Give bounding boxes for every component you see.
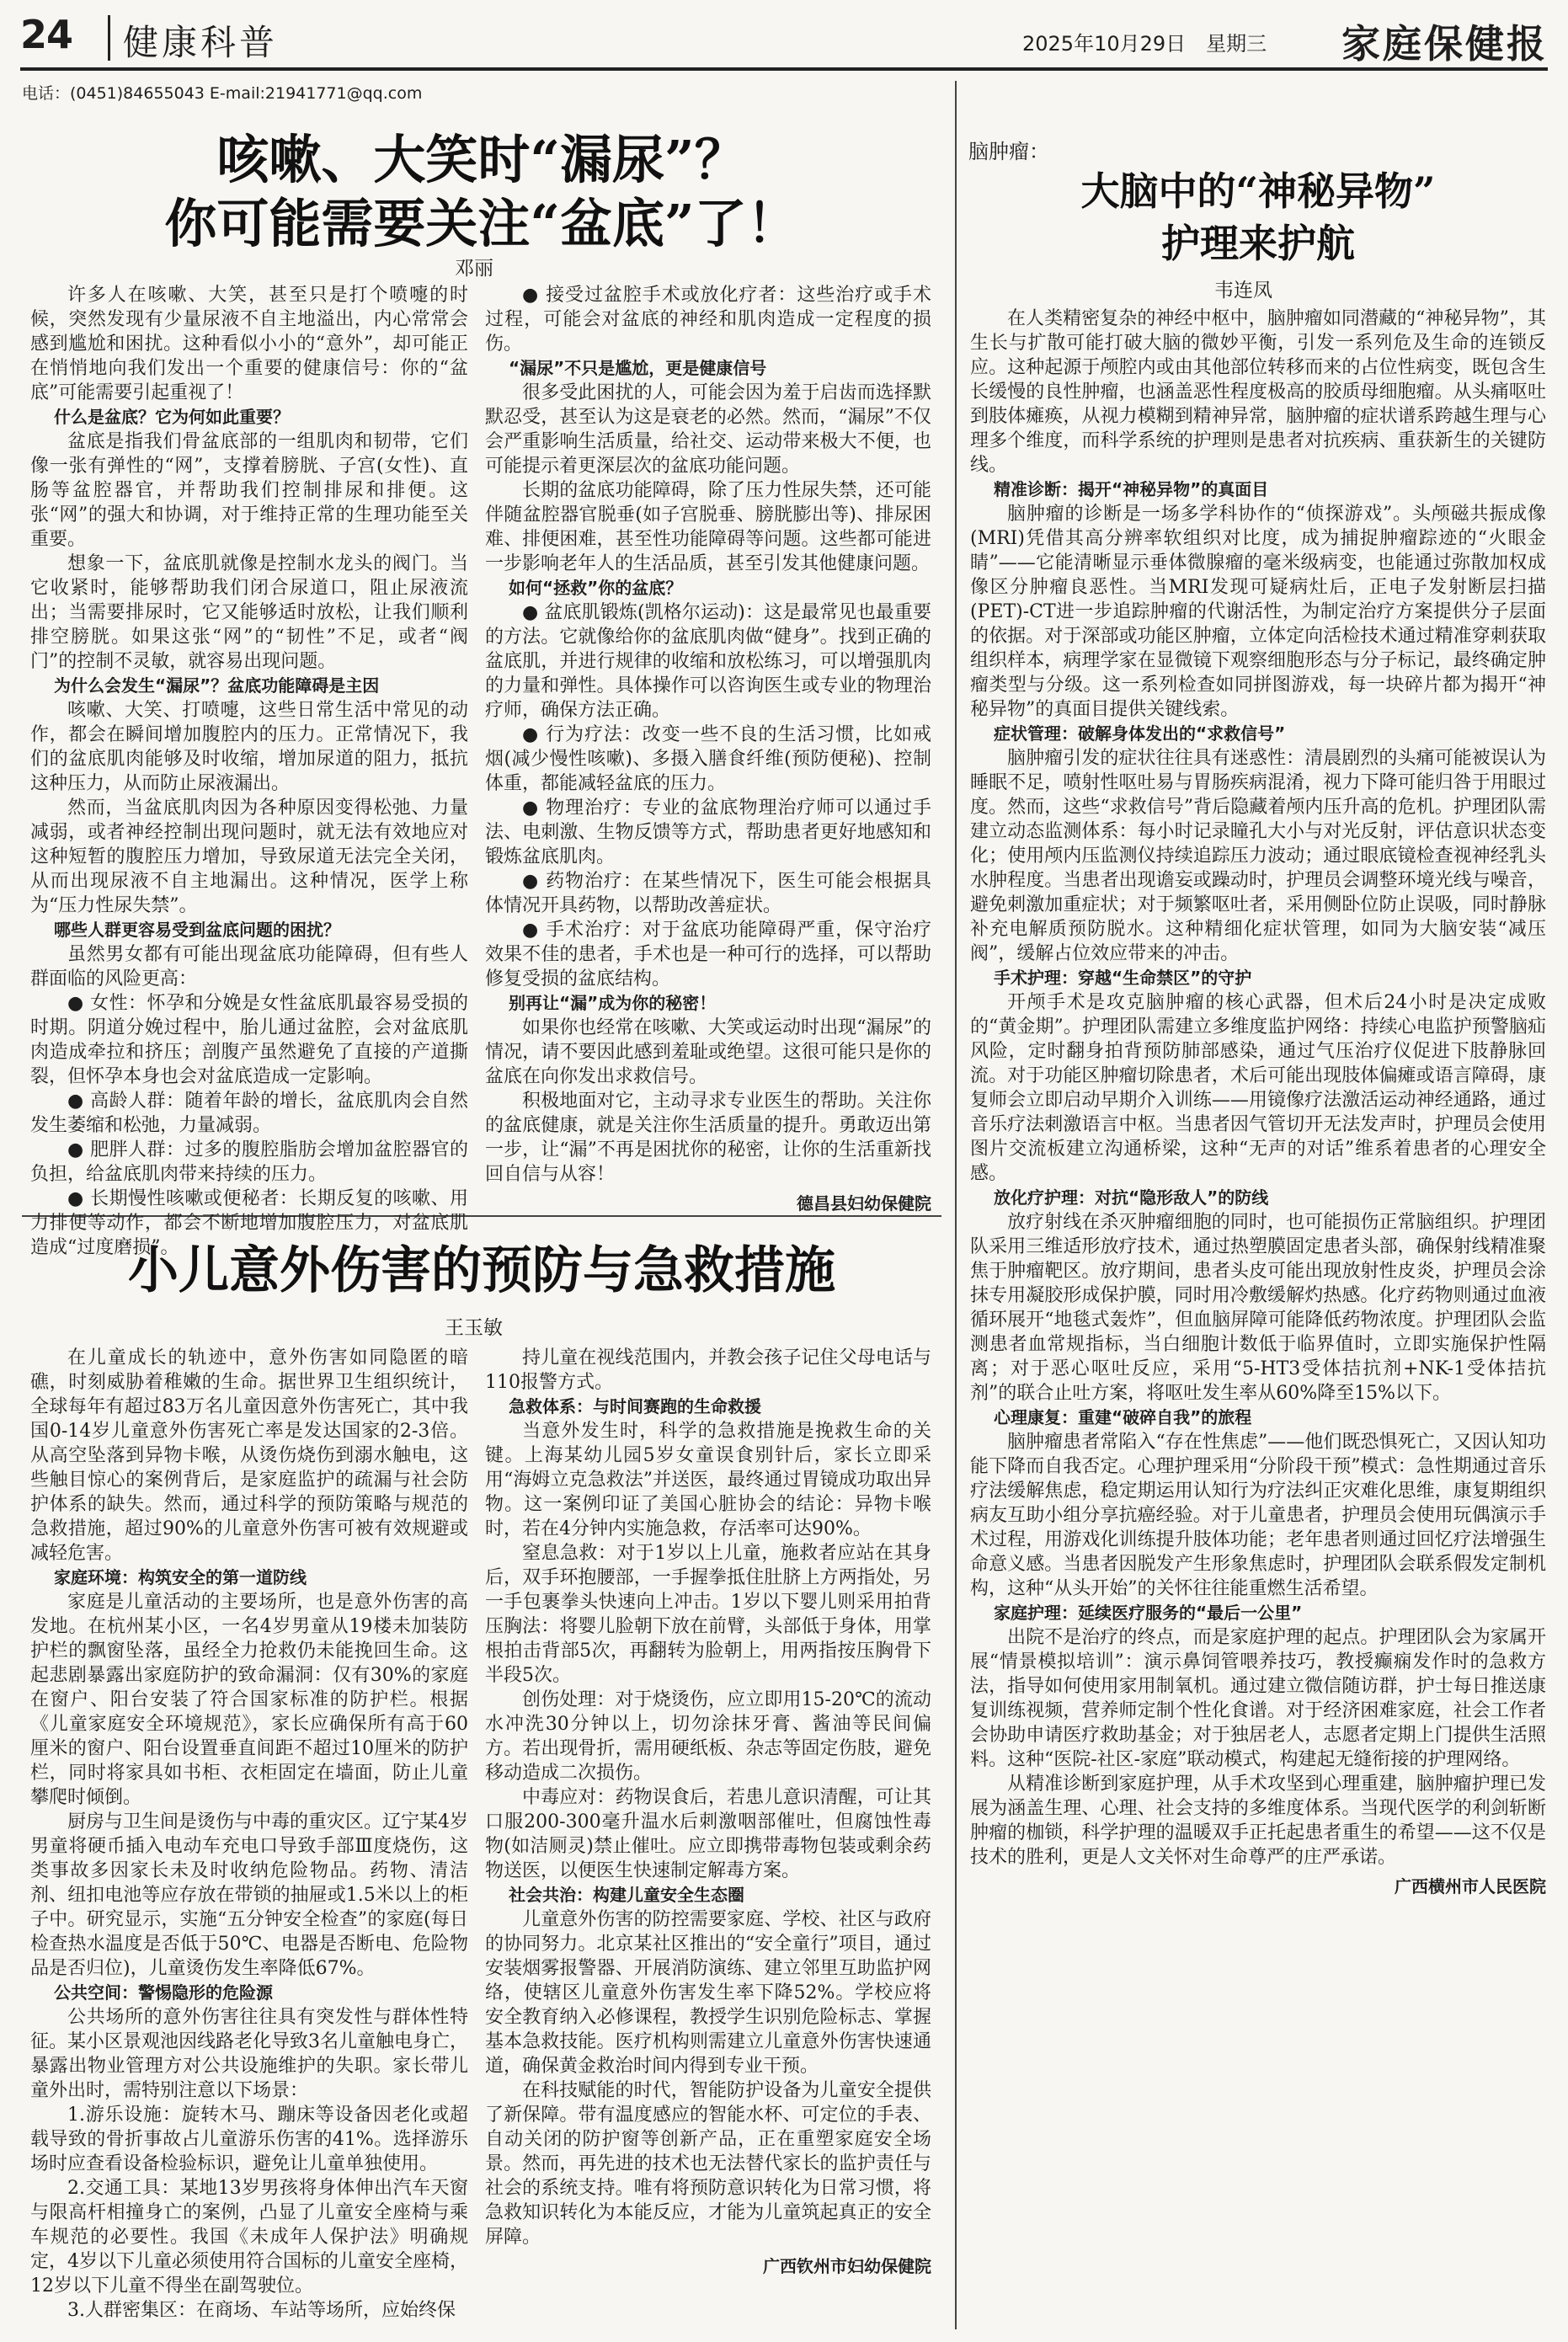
issue-date: 2025年10月29日 星期三 — [1022, 32, 1267, 56]
page-number: 24 — [20, 12, 73, 57]
paragraph: 儿童意外伤害的防控需要家庭、学校、社区与政府的协同努力。北京某社区推出的“安全童行”项目，通过安装烟雾报警器、开展消防演练、建立邻里互助监护网络，使辖区儿童意外伤害发生率下降52%。学校应将安全教育纳入必修课程，教授学生识别危险标志、掌握基本急救技能。医疗机构则需建立儿童意外伤害快速通道，确保黄金救治时间内得到专业干预。 — [485, 1909, 931, 2077]
article2-author: 王玉敏 — [445, 1317, 503, 1339]
paragraph: 家庭是儿童活动的主要场所，也是意外伤害的高发地。在杭州某小区，一名4岁男童从19楼未加装防护栏的飘窗坠落，虽经全力抢救仍未能挽回生命。这起悲剧暴露出家庭防护的致命漏洞：仅有30%的家庭在窗户、阳台安装了符合国家标准的防护栏。根据《儿童家庭安全环境规范》，家长应确保所有高于60厘米的窗户、阳台设置垂直间距不超过10厘米的防护栏，同时将家具如书柜、衣柜固定在墙面，防止儿童攀爬时倾倒。 — [30, 1592, 468, 1808]
subheading: 别再让“漏”成为你的秘密！ — [509, 993, 717, 1013]
article1-author: 邓丽 — [455, 258, 493, 280]
paragraph: 当意外发生时，科学的急救措施是挽救生命的关键。上海某幼儿园5岁女童误食别针后，家长立即采用“海姆立克急救法”并送医，最终通过胃镜成功取出异物。这一案例印证了美国心脏协会的结论：异物卡喉时，若在4分钟内实施急救，存活率可达90%。 — [485, 1421, 931, 1539]
article1-title-line1: 咳嗽、大笑时“漏尿”？ — [216, 129, 747, 190]
paragraph: 2.交通工具：某地13岁男孩将身体伸出汽车天窗与限高杆相撞身亡的案例，凸显了儿童安全座椅与乘车规范的必要性。我国《未成年人保护法》明确规定，4岁以下儿童必须使用符合国标的儿童安全座椅，12岁以下儿童不得坐在副驾驶位。 — [30, 2178, 468, 2297]
subheading: 家庭环境：构筑安全的第一道防线 — [54, 1567, 307, 1587]
paragraph: ● 高龄人群：随着年龄的增长，盆底肌肉会自然发生萎缩和松弛，力量减弱。 — [30, 1091, 468, 1136]
source-credit: 广西横州市人民医院 — [1395, 1876, 1546, 1897]
paragraph: ● 女性：怀孕和分娩是女性盆底肌最容易受损的时期。阴道分娩过程中，胎儿通过盆腔，会对盆底肌肉造成牵拉和挤压；剖腹产虽然避免了直接的产道撕裂，但怀孕本身也会对盆底造成一定影响。 — [30, 993, 468, 1087]
paragraph: 创伤处理：对于烧烫伤，应立即用15-20℃的流动水冲洗30分钟以上，切勿涂抹牙膏、酱油等民间偏方。若出现骨折，需用硬纸板、杂志等固定伤肢，避免移动造成二次损伤。 — [485, 1689, 931, 1784]
subheading: 放化疗护理：对抗“隐形敌人”的防线 — [994, 1187, 1269, 1208]
paragraph: ● 手术治疗：对于盆底功能障碍严重，保守治疗效果不佳的患者，手术也是一种可行的选择，可以帮助修复受损的盆底结构。 — [485, 920, 931, 990]
paragraph: 在儿童成长的轨迹中，意外伤害如同隐匿的暗礁，时刻威胁着稚嫩的生命。据世界卫生组织统计，全球每年有超过83万名儿童因意外伤害死亡，其中我国0-14岁儿童意外伤害死亡率是发达国家的2-3倍。从高空坠落到异物卡喉，从烫伤烧伤到溺水触电，这些触目惊心的案例背后，是家庭监护的疏漏与社会防护体系的缺失。然而，通过科学的预防策略与规范的急救措施，超过90%的儿童意外伤害可被有效规避或减轻危害。 — [30, 1347, 468, 1564]
paragraph: 想象一下，盆底肌就像是控制水龙头的阀门。当它收紧时，能够帮助我们闭合尿道口，阻止尿液流出；当需要排尿时，它又能够适时放松，让我们顺利排空膀胱。如果这张“网”的“韧性”不足，或者“阀门”的控制不灵敏，就容易出现问题。 — [30, 553, 468, 672]
paragraph: 出院不是治疗的终点，而是家庭护理的起点。护理团队会为家属开展“情景模拟培训”：演示鼻饲管喂养技巧，教授癫痫发作时的急救方法，指导如何使用家用制氧机。通过建立微信随访群，护士每日推送康复训练视频，营养师定制个性化食谱。对于经济困难家庭，社会工作者会协助申请医疗救助基金；对于独居老人，志愿者定期上门提供生活照料。这种“医院-社区-家庭”联动模式，构建起无缝衔接的护理网络。 — [970, 1627, 1546, 1770]
subheading: 心理康复：重建“破碎自我”的旅程 — [994, 1407, 1252, 1427]
paragraph: 然而，当盆底肌肉因为各种原因变得松弛、力量减弱，或者神经控制出现问题时，就无法有效地应对这种短暂的腹腔压力增加，导致尿道无法完全关闭，从而出现尿液不自主地漏出。这种情况，医学上称为“压力性尿失禁”。 — [30, 798, 468, 916]
subheading: 哪些人群更容易受到盆底问题的困扰？ — [54, 920, 340, 940]
source-credit: 德昌县妇幼保健院 — [797, 1193, 931, 1214]
paragraph: 持儿童在视线范围内，并教会孩子记住父母电话与110报警方式。 — [485, 1347, 931, 1393]
contact-info: 电话：(0451)84655043 E-mail:21941771@qq.com — [22, 84, 423, 103]
paragraph: 3.人群密集区：在商场、车站等场所，应始终保 — [67, 2300, 456, 2321]
subheading: 手术护理：穿越“生命禁区”的守护 — [994, 968, 1252, 988]
paragraph: 许多人在咳嗽、大笑，甚至只是打个喷嚏的时候，突然发现有少量尿液不自主地溢出，内心常常会感到尴尬和困扰。这种看似小小的“意外”，却可能正在悄悄地向我们发出一个重要的健康信号：你的“盆底”可能需要引起重视了！ — [30, 285, 468, 403]
paragraph: 开颅手术是攻克脑肿瘤的核心武器，但术后24小时是决定成败的“黄金期”。护理团队需建立多维度监护网络：持续心电监护预警脑疝风险，定时翻身拍背预防肺部感染，通过气压治疗仪促进下肢静脉回流。对于功能区肿瘤切除患者，术后可能出现肢体偏瘫或语言障碍，康复师会立即启动早期介入训练——用镜像疗法激活运动神经通路，通过音乐疗法刺激语言中枢。当患者因气管切开无法发声时，护理员会使用图片交流板建立沟通桥梁，这种“无声的对话”维系着患者的心理安全感。 — [970, 992, 1546, 1184]
article3-title-line1: 大脑中的“神秘异物” — [1080, 168, 1436, 214]
subheading: 如何“拯救”你的盆底？ — [509, 578, 683, 598]
paragraph: 长期的盆底功能障碍，除了压力性尿失禁，还可能伴随盆腔器官脱垂(如子宫脱垂、膀胱膨出等)、排尿困难、排便困难，甚至性功能障碍等问题。这些都可能进一步影响老年人的生活品质，甚至引发其他健康问题。 — [485, 480, 931, 574]
paragraph: ● 长期慢性咳嗽或便秘者：长期反复的咳嗽、用力排便等动作，都会不断地增加腹腔压力，对盆底肌造成“过度磨损”。 — [30, 1188, 468, 1258]
article3-kicker: 脑肿瘤： — [968, 140, 1049, 163]
subheading: “漏尿”不只是尴尬，更是健康信号 — [509, 358, 767, 378]
paragraph: 很多受此困扰的人，可能会因为羞于启齿而选择默默忍受，甚至认为这是衰老的必然。然而，“漏尿”不仅会严重影响生活质量，给社交、运动带来极大不便，也可能提示着更深层次的盆底功能问题。 — [485, 382, 931, 477]
article3-title — [968, 165, 1548, 269]
paragraph: ● 行为疗法：改变一些不良的生活习惯，比如戒烟(减少慢性咳嗽)、多摄入膳食纤维(预防便秘)、控制体重，都能减轻盆底的压力。 — [485, 724, 931, 794]
paragraph: ● 物理治疗：专业的盆底物理治疗师可以通过手法、电刺激、生物反馈等方式，帮助患者更好地感知和锻炼盆底肌肉。 — [485, 798, 931, 867]
paragraph: 放疗射线在杀灭肿瘤细胞的同时，也可能损伤正常脑组织。护理团队采用三维适形放疗技术，通过热塑膜固定患者头部，确保射线精准聚焦于肿瘤靶区。放疗期间，患者头皮可能出现放射性皮炎，护理员会涂抹专用凝胶形成保护膜，同时用冷敷缓解灼热感。化疗药物则通过血液循环展开“地毯式轰炸”，但血脑屏障可能降低药物浓度。护理团队会监测患者血常规指标，当白细胞计数低于临界值时，立即实施保护性隔离；对于恶心呕吐反应，采用“5-HT3受体拮抗剂+NK-1受体拮抗剂”的联合止吐方案，将呕吐发生率从60%降至15%以下。 — [970, 1212, 1546, 1404]
subheading: 症状管理：破解身体发出的“求救信号” — [994, 723, 1286, 744]
paragraph: 公共场所的意外伤害往往具有突发性与群体性特征。某小区景观池因线路老化导致3名儿童触电身亡，暴露出物业管理方对公共设施维护的失职。家长带儿童外出时，需特别注意以下场景： — [30, 2007, 468, 2101]
column-divider-vertical — [955, 81, 957, 2329]
paragraph: 咳嗽、大笑、打喷嚏，这些日常生活中常见的动作，都会在瞬间增加腹腔内的压力。正常情况下，我们的盆底肌肉能够及时收缩，增加尿道的阻力，抵抗这种压力，从而防止尿液漏出。 — [30, 700, 468, 794]
article3-title-line2: 护理来护航 — [1161, 221, 1355, 266]
paragraph: 脑肿瘤的诊断是一场多学科协作的“侦探游戏”。头颅磁共振成像(MRI)凭借其高分辨率软组织对比度，成为捕捉肿瘤踪迹的“火眼金睛”——它能清晰显示垂体微腺瘤的毫米级病变，也能通过弥散加权成像区分肿瘤良恶性。当MRI发现可疑病灶后，正电子发射断层扫描(PET)-CT进一步追踪肿瘤的代谢活性，为制定治疗方案提供分子层面的依据。对于深部或功能区肿瘤，立体定向活检技术通过精准穿刺获取组织样本，病理学家在显微镜下观察细胞形态与分子标记，最终确定肿瘤类型与分级。这一系列检查如同拼图游戏，每一块碎片都为揭开“神秘异物”的真面目提供关键线索。 — [970, 504, 1546, 720]
paragraph: 1.游乐设施：旋转木马、蹦床等设备因老化或超载导致的骨折事故占儿童游乐伤害的41%。选择游乐场时应查看设备检验标识，避免让儿童单独使用。 — [30, 2105, 468, 2174]
article1-column1 — [30, 283, 468, 1258]
subheading: 家庭护理：延续医疗服务的“最后一公里” — [994, 1603, 1303, 1623]
article2-column1 — [30, 1346, 468, 2331]
paragraph: 窒息急救：对于1岁以上儿童，施救者应站在其身后，双手环抱腰部，一手握拳抵住肚脐上方两指处，另一手包裹拳头快速向上冲击。1岁以下婴儿则采用拍背压胸法：将婴儿脸朝下放在前臂，头部低于身体，用掌根拍击背部5次，再翻转为脸朝上，用两指按压胸骨下半段5次。 — [485, 1543, 931, 1686]
paragraph: 如果你也经常在咳嗽、大笑或运动时出现“漏尿”的情况，请不要因此感到羞耻或绝望。这很可能只是你的盆底在向你发出求救信号。 — [485, 1017, 931, 1087]
subheading: 社会共治：构建儿童安全生态圈 — [509, 1885, 744, 1905]
article1-title — [22, 128, 941, 256]
article1-column2 — [485, 283, 931, 1214]
paragraph: 在人类精密复杂的神经中枢中，脑肿瘤如同潜藏的“神秘异物”，其生长与扩散可能打破大脑的微妙平衡，引发一系列危及生命的连锁反应。这种起源于颅腔内或由其他部位转移而来的占位性病变，既包含生长缓慢的良性肿瘤，也涵盖恶性程度极高的胶质母细胞瘤。从头痛呕吐到肢体瘫痪，从视力模糊到精神异常，脑肿瘤的症状谱系跨越生理与心理多个维度，而科学系统的护理则是患者对抗疾病、重获新生的关键防线。 — [970, 308, 1546, 476]
subheading: 公共空间：警惕隐形的危险源 — [54, 1982, 273, 2003]
paragraph: ● 盆底肌锻炼(凯格尔运动)：这是最常见也最重要的方法。它就像给你的盆底肌肉做“健身”。找到正确的盆底肌，并进行规律的收缩和放松练习，可以增强肌肉的力量和弹性。具体操作可以咨询医生或专业的物理治疗师，确保方法正确。 — [485, 602, 931, 721]
paragraph: 脑肿瘤引发的症状往往具有迷惑性：清晨剧烈的头痛可能被误认为睡眠不足，喷射性呕吐易与胃肠疾病混淆，视力下降可能归咎于用眼过度。然而，这些“求救信号”背后隐藏着颅内压升高的危机。护理团队需建立动态监测体系：每小时记录瞳孔大小与对光反射，评估意识状态变化；使用颅内压监测仪持续追踪压力波动；通过眼底镜检查视神经乳头水肿程度。当患者出现谵妄或躁动时，护理员会调整环境光线与噪音，避免刺激加重症状；对于频繁呕吐者，采用侧卧位防止误吸，同时静脉补充电解质预防脱水。这种精细化症状管理，如同为大脑安装“减压阀”，缓解占位效应带来的冲击。 — [970, 748, 1546, 964]
header-rule — [20, 67, 1548, 71]
paragraph: 积极地面对它，主动寻求专业医生的帮助。关注你的盆底健康，就是关注你生活质量的提升。勇敢迈出第一步，让“漏”不再是困扰你的秘密，让你的生活重新找回自信与从容！ — [485, 1091, 931, 1185]
newspaper-name: 家庭保健报 — [1341, 21, 1548, 67]
paragraph: 从精准诊断到家庭护理，从手术攻坚到心理重建，脑肿瘤护理已发展为涵盖生理、心理、社会支持的多维度体系。当现代医学的利剑斩断肿瘤的枷锁，科学护理的温暖双手正托起患者重生的希望——这不仅是技术的胜利，更是人文关怀对生命尊严的庄严承诺。 — [970, 1774, 1546, 1868]
article3-author: 韦连凤 — [1214, 280, 1272, 301]
paragraph: ● 肥胖人群：过多的腹腔脂肪会增加盆腔器官的负担，给盆底肌肉带来持续的压力。 — [30, 1139, 468, 1185]
article2-title: 小儿意外伤害的预防与急救措施 — [128, 1241, 835, 1300]
header-divider — [108, 15, 110, 61]
subheading: 为什么会发生“漏尿”？盆底功能障碍是主因 — [54, 675, 380, 696]
paragraph: ● 接受过盆腔手术或放化疗者：这些治疗或手术过程，可能会对盆底的神经和肌肉造成一定程度的损伤。 — [485, 285, 931, 355]
paragraph: 脑肿瘤患者常陷入“存在性焦虑”——他们既恐惧死亡，又因认知功能下降而自我否定。心理护理采用“分阶段干预”模式：急性期通过音乐疗法缓解焦虑，稳定期运用认知行为疗法纠正灾难化思维，康复期组织病友互助小组分享抗癌经验。对于儿童患者，护理员会使用玩偶演示手术过程，用游戏化训练提升肢体功能；老年患者则通过回忆疗法增强生命意义感。当患者因脱发产生形象焦虑时，护理团队会联系假发定制机构，这种“从头开始”的关怀往往能重燃生活希望。 — [970, 1432, 1546, 1599]
paragraph: 中毒应对：药物误食后，若患儿意识清醒，可让其口服200-300毫升温水后刺激咽部催吐，但腐蚀性毒物(如洁厕灵)禁止催吐。应立即携带毒物包装或剩余药物送医，以便医生快速制定解毒方案。 — [485, 1787, 931, 1881]
subheading: 精准诊断：揭开“神秘异物”的真面目 — [994, 479, 1269, 499]
paragraph: 盆底是指我们骨盆底部的一组肌肉和韧带，它们像一张有弹性的“网”，支撑着膀胱、子宫(女性)、直肠等盆腔器官，并帮助我们控制排尿和排便。这张“网”的强大和协调，对于维持正常的生理功能至关重要。 — [30, 431, 468, 550]
subheading: 急救体系：与时间赛跑的生命救援 — [509, 1396, 761, 1416]
article3-body — [970, 307, 1546, 2328]
source-credit: 广西钦州市妇幼保健院 — [763, 2256, 931, 2276]
article1-title-line2: 你可能需要关注“盆底”了！ — [164, 193, 799, 254]
paragraph: 厨房与卫生间是烫伤与中毒的重灾区。辽宁某4岁男童将硬币插入电动车充电口导致手部Ⅲ度烧伤，这类事故多因家长未及时收纳危险物品。药物、清洁剂、纽扣电池等应存放在带锁的抽屉或1.5米以上的柜子中。研究显示，实施“五分钟安全检查”的家庭(每日检查热水温度是否低于50℃、电器是否断电、危险物品是否归位)，儿童烫伤发生率降低67%。 — [30, 1811, 468, 1979]
section-title: 健康科普 — [123, 22, 279, 63]
page-header — [20, 12, 1548, 77]
paragraph: 虽然男女都有可能出现盆底功能障碍，但有些人群面临的风险更高： — [30, 944, 468, 990]
subheading: 什么是盆底？它为何如此重要？ — [54, 407, 290, 427]
paragraph: 在科技赋能的时代，智能防护设备为儿童安全提供了新保障。带有温度感应的智能水杯、可定位的手表、自动关闭的防护窗等创新产品，正在重塑家庭安全场景。然而，再先进的技术也无法替代家长的监护责任与社会的系统支持。唯有将预防意识转化为日常习惯，将急救知识转化为本能反应，才能为儿童筑起真正的安全屏障。 — [485, 2080, 931, 2248]
paragraph: ● 药物治疗：在某些情况下，医生可能会根据具体情况开具药物，以帮助改善症状。 — [485, 871, 931, 916]
article2-column2 — [485, 1346, 931, 2331]
